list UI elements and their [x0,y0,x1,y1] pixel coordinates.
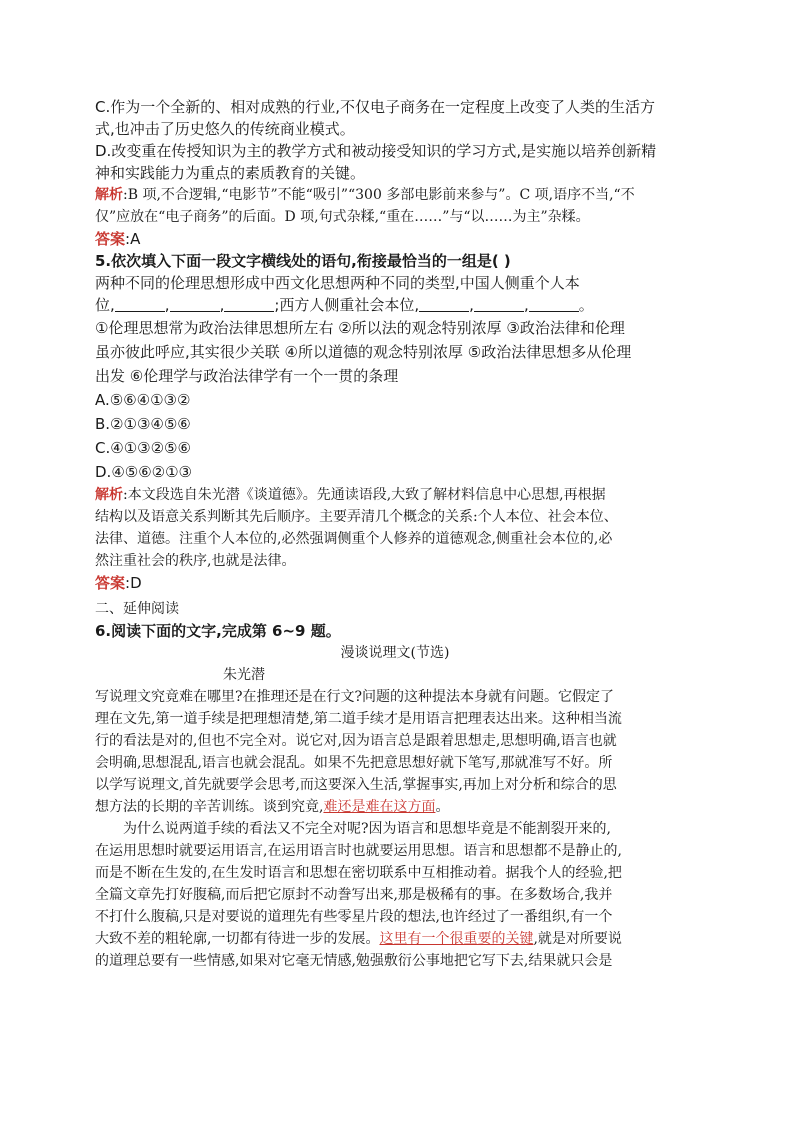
article-p1-line4: 会明确,思想混乱,语言也就会混乱。如果不先把意思想好就下笔写,那就准写不好。所 [95,755,613,771]
q5-passage-text-a: 位, [95,296,115,314]
q5-analysis-text1: :本文段选自朱光潜《谈道德》。先通读语段,大致了解材料信息中心思想,再根据 [123,487,606,503]
article-title: 漫谈说理文(节选) [340,645,450,661]
q5-blank-1[interactable] [115,297,165,312]
q5-items-line1: ①伦理思想常为政治法律思想所左右 ②所以法的观念特别浓厚 ③政治法律和伦理 [95,319,625,337]
article-p1-line5: 以学写说理文,首先就要学会思考,而这要深入生活,掌握事实,再加上对分析和综合的思 [95,777,617,793]
article-p2-line6-end: ,就是对所要说 [533,931,622,947]
q6-stem: 6.阅读下面的文字,完成第 6~9 题。 [95,622,341,640]
q5-stem: 5.依次填入下面一段文字横线处的语句,衔接最恰当的一组是( ) [95,252,511,270]
q5-analysis-line1 [95,484,695,506]
article-p1-line6-end: 。 [435,799,450,815]
article-p2-line6 [95,928,695,950]
q5-option-d[interactable]: D.④⑤⑥②①③ [95,463,193,481]
q5-answer-value: :D [125,574,142,592]
article-p1-line1: 写说理文究竟难在哪里?在推理还是在行文?问题的这种提法本身就有问题。它假定了 [95,689,615,705]
article-p1-line2: 理在文先,第一道手续是把理想清楚,第二道手续才是用语言把理表达出来。这种相当流 [95,711,622,727]
article-highlight-1: 难还是难在这方面 [323,799,436,815]
q5-answer-label: 答案 [95,574,126,592]
q5-blank-3[interactable] [224,297,274,312]
q5-blank-2[interactable] [170,297,220,312]
q5-passage-text-b: ;西方人侧重社会本位, [274,296,420,314]
q5-analysis-line2: 结构以及语意关系判断其先后顺序。主要弄清几个概念的关系:个人本位、社会本位、 [95,509,618,525]
q5-option-c[interactable]: C.④①③②⑤⑥ [95,439,191,457]
q4-answer-label: 答案 [95,230,126,248]
q5-passage-line1: 两种不同的伦理思想形成中西文化思想两种不同的类型,中国人侧重个人本 [95,274,580,292]
article-p1-line6-text: 想方法的长期的辛苦训练。谈到究竟, [95,799,324,815]
article-p2-line1: 为什么说两道手续的看法又不完全对呢?因为语言和思想毕竟是不能割裂开来的, [123,821,611,837]
q4-analysis-line2: 仅”应放在“电子商务”的后面。D 项,句式杂糅,“重在……”与“以……为主”杂糅。 [95,209,590,225]
article-p2-line2: 在运用思想时就要运用语言,在运用语言时也就要运用思想。语言和思想都不是静止的, [95,843,622,859]
q5-blank-5[interactable] [474,297,524,312]
document-page [95,96,695,972]
q5-passage-line2 [95,294,695,316]
q5-items-line3: 出发 ⑥伦理学与政治法律学有一个一贯的条理 [95,367,399,385]
q4-analysis-line1 [95,184,695,206]
q4-option-d-line2: 神和实践能力为重点的素质教育的关键。 [95,164,366,182]
q5-sep-2: , [219,296,225,314]
q5-sep-3: , [469,296,474,314]
q4-option-c-line2: 式,也冲击了历史悠久的传统商业模式。 [95,120,355,138]
q5-option-b[interactable]: B.②①③④⑤⑥ [95,415,191,433]
article-author: 朱光潜 [223,667,265,683]
q5-analysis-label: 解析 [95,487,123,503]
article-highlight-2: 这里有一个很重要的关键 [379,931,534,947]
q4-option-c-line1: C.作为一个全新的、相对成熟的行业,不仅电子商务在一定程度上改变了人类的生活方 [95,98,656,116]
q5-analysis-line4: 然注重社会的秩序,也就是法律。 [95,553,296,569]
article-p1-line6 [95,796,695,818]
q5-blank-6[interactable] [529,297,579,312]
article-p2-line4: 全篇文章先打好腹稿,而后把它原封不动誊写出来,那是极稀有的事。在多数场合,我并 [95,887,613,903]
q4-answer-value: :A [125,230,141,248]
q4-answer [95,228,695,250]
section-heading: 二、延伸阅读 [95,601,179,617]
q4-option-d-line1: D.改变重在传授知识为主的教学方式和被动接受知识的学习方式,是实施以培养创新精 [95,142,657,160]
q5-passage-text-c: 。 [578,296,594,314]
q5-option-a[interactable]: A.⑤⑥④①③② [95,391,191,409]
q5-sep-1: , [164,296,170,314]
article-p2-line7: 的道理总要有一些情感,如果对它毫无情感,勉强敷衍公事地把它写下去,结果就只会是 [95,953,613,969]
article-p1-line3: 行的看法是对的,但也不完全对。说它对,因为语言总是跟着思想走,思想明确,语言也就 [95,733,617,749]
article-p2-line3: 而是不断在生发的,在生发时语言和思想在密切联系中互相推动着。据我个人的经验,把 [95,865,622,881]
q5-analysis-line3: 法律、道德。注重个人本位的,必然强调侧重个人修养的道德观念,侧重社会本位的,必 [95,531,613,547]
q4-analysis-text1: :B 项,不合逻辑,“电影节”不能“吸引”“300 多部电影前来参与”。C 项,语序不当,“不 [123,187,635,203]
q5-blank-4[interactable] [419,297,469,312]
q5-answer [95,572,695,594]
q5-sep-4: , [523,296,529,314]
q5-items-line2: 虽亦彼此呼应,其实很少关联 ④所以道德的观念特别浓厚 ⑤政治法律思想多从伦理 [95,343,632,361]
article-p2-line5: 不打什么腹稿,只是对要说的道理先有些零星片段的想法,也许经过了一番组织,有一个 [95,909,613,925]
q4-analysis-label: 解析 [95,187,123,203]
article-p2-line6-text: 大致不差的粗轮廓,一切都有待进一步的发展。 [95,931,380,947]
